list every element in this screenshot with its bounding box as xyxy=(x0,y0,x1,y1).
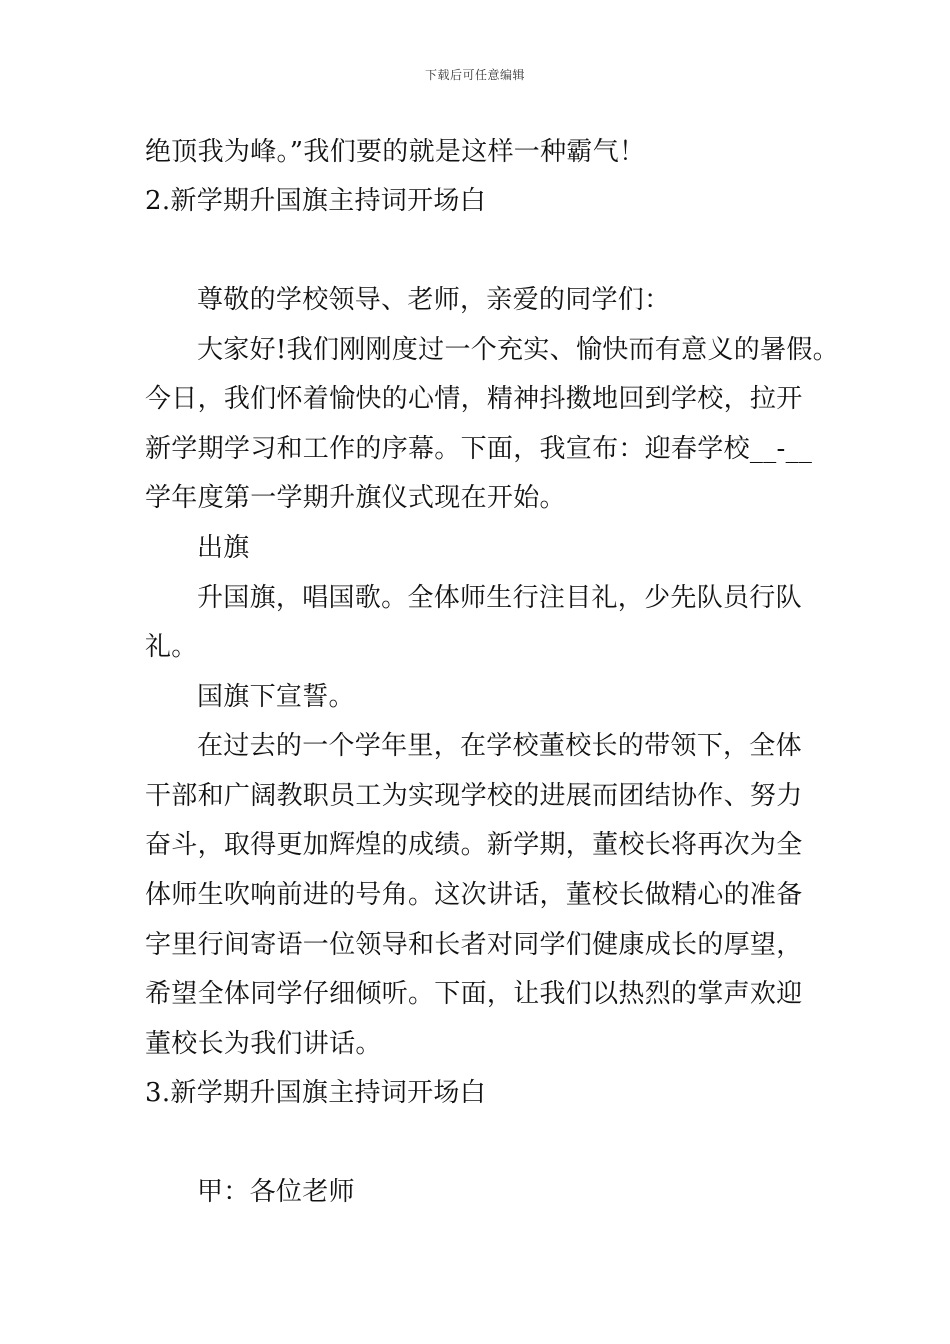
paragraph-line: 礼。 xyxy=(145,632,198,662)
text-line: 绝顶我为峰。”我们要的就是这样一种霸气！ xyxy=(145,137,646,167)
paragraph-line: 学年度第一学期升旗仪式现在开始。 xyxy=(145,483,566,513)
page-header-note: 下载后可任意编辑 xyxy=(424,68,525,82)
paragraph-line: 在过去的一个学年里，在学校董校长的带领下，全体 xyxy=(197,731,802,761)
paragraph-line: 董校长为我们讲话。 xyxy=(145,1029,382,1059)
paragraph-line: 希望全体同学仔细倾听。下面，让我们以热烈的掌声欢迎 xyxy=(145,979,803,1009)
paragraph-line: 干部和广阔教职员工为实现学校的进展而团结协作、努力 xyxy=(145,781,803,811)
paragraph-line: 新学期学习和工作的序幕。下面，我宣布：迎春学校__-__ xyxy=(145,434,813,464)
paragraph-line: 甲：各位老师 xyxy=(197,1177,355,1207)
paragraph-line: 升国旗，唱国歌。全体师生行注目礼，少先队员行队 xyxy=(197,583,802,613)
paragraph-line: 大家好!我们刚刚度过一个充实、愉快而有意义的暑假。 xyxy=(197,335,839,365)
paragraph-line: 国旗下宣誓。 xyxy=(197,682,355,712)
paragraph-line: 出旗 xyxy=(197,533,250,563)
paragraph-line: 体师生吹响前进的号角。这次讲话，董校长做精心的准备 xyxy=(145,880,803,910)
paragraph-line: 今日，我们怀着愉快的心情，精神抖擞地回到学校，拉开 xyxy=(145,384,803,414)
section-heading: 2.新学期升国旗主持词开场白 xyxy=(145,186,487,216)
salutation-line: 尊敬的学校领导、老师，亲爱的同学们： xyxy=(197,285,671,315)
section-heading: 3.新学期升国旗主持词开场白 xyxy=(145,1078,487,1108)
paragraph-line: 奋斗，取得更加辉煌的成绩。新学期，董校长将再次为全 xyxy=(145,830,803,860)
paragraph-line: 字里行间寄语一位领导和长者对同学们健康成长的厚望， xyxy=(145,930,803,960)
